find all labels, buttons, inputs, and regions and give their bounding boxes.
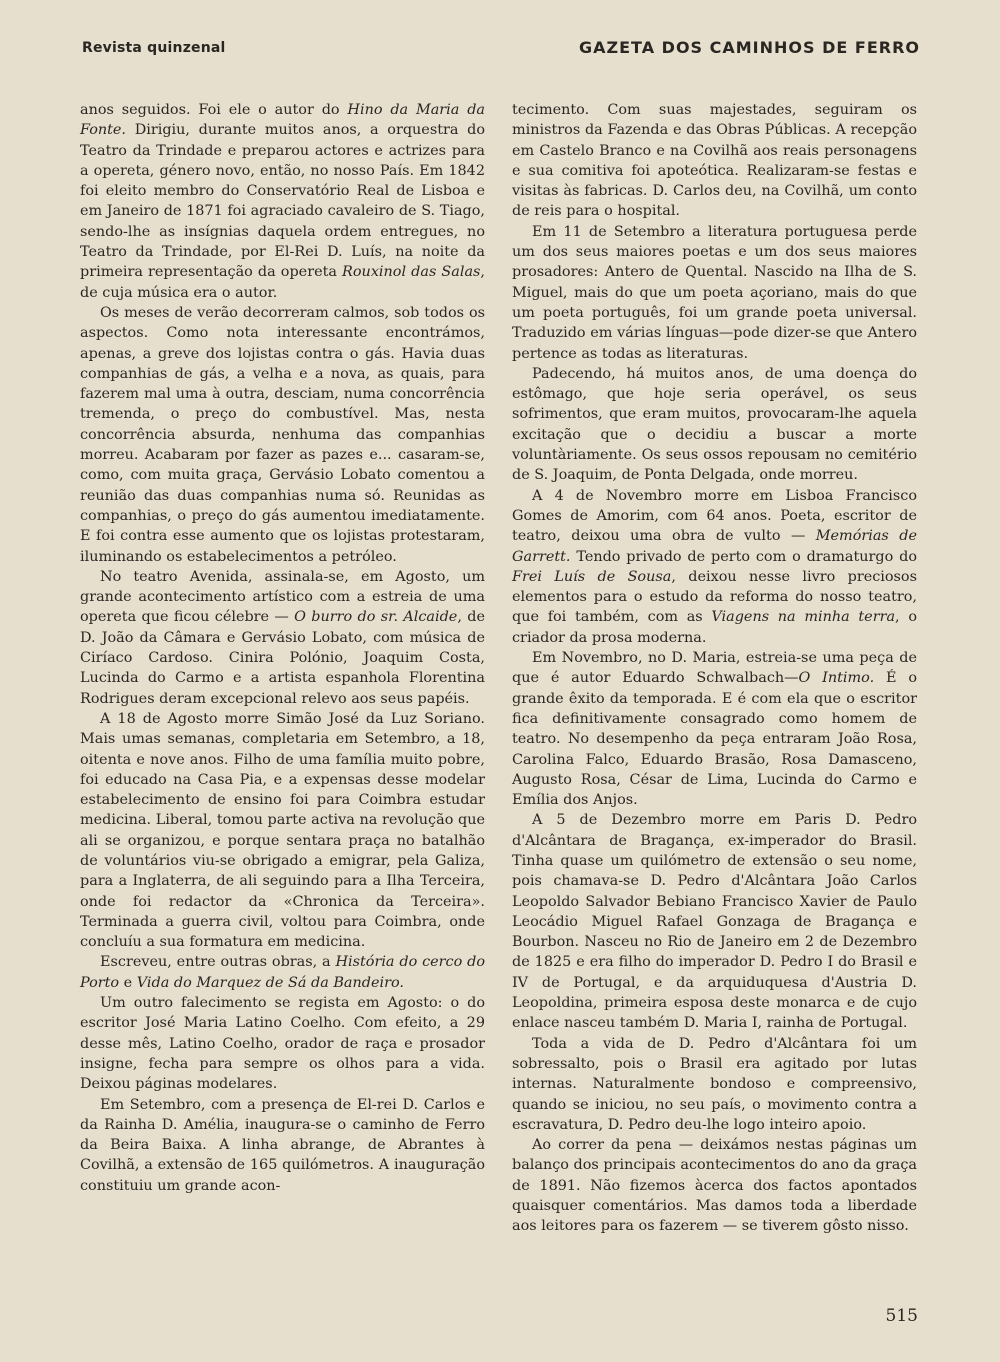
paragraph <box>80 100 485 303</box>
text-run: , o criador da prosa moderna. <box>512 609 917 646</box>
paragraph <box>80 567 485 709</box>
italic-title: Rouxinol das Salas <box>342 264 481 281</box>
running-header-right: GAZETA DOS CAMINHOS DE FERRO <box>578 38 920 57</box>
italic-title: O Intimo. <box>798 670 875 687</box>
left-column <box>80 100 485 1196</box>
italic-title: O burro do sr. Alcaide <box>294 609 458 626</box>
text-run: Em Setembro, com a presença de El-rei D. Carlos e da Rainha D. Amélia, inaugura-se o caminho de Ferro da Beira Baixa. A linha abrange, de Abrantes à Covilhã, a extensão de 165 quilómetros. A inauguração constituiu um grande acon- <box>80 1096 485 1194</box>
text-run: , deixou nesse livro preciosos elementos para o estudo da reforma do nosso teatro, que foi também, com as <box>512 568 917 626</box>
paragraph <box>80 303 485 567</box>
italic-title: Frei Luís de Sousa <box>512 568 672 585</box>
text-run: Escreveu, entre outras obras, a <box>100 954 336 971</box>
paragraph <box>80 709 485 953</box>
italic-title: Hino da Maria da Fonte. <box>80 102 485 139</box>
text-run: Os meses de verão decorreram calmos, sob todos os aspectos. Como nota interessante encontrámos, apenas, a greve dos lojistas contra o gás. Havia duas companhias de gás, a velha e a nova, as quais, para fazerem mal uma à outra, desciam, numa concorrência tremenda, o preço do combustível. Mas, nesta concorrência absurda, nenhuma das companhias morreu. Acabaram por fazer as pazes e... casaram-se, como, com muita graça, Gervásio Lobato comentou a reunião das duas companhias numa só. Reunidas as companhias, o preço do gás aumentou imediatamente. E foi contra esse aumento que os lojistas protestaram, iluminando os estabelecimentos a petróleo. <box>80 304 485 565</box>
text-run: anos seguidos. Foi ele o autor do <box>80 102 348 118</box>
text-run: e <box>119 974 137 991</box>
text-run: Ao correr da pena — deixámos nestas páginas um balanço dos principais acontecimentos do ano da graça de 1891. Não fizemos àcerca dos factos apontados quaisquer comentários. Mas damos toda a liberdade aos leitores para os fazerem — se tiverem gôsto nisso. <box>512 1137 917 1235</box>
text-run: É o grande êxito da temporada. E é com ela que o escritor fica definitivamente consagrado como homem de teatro. No desempenho da peça entraram João Rosa, Carolina Falco, Eduardo Brasão, Rosa Damasceno, Augusto Rosa, César de Lima, Lucinda do Carmo e Emília dos Anjos. <box>512 670 917 809</box>
text-run: Em Novembro, no D. Maria, estreia-se uma peça de que é autor Eduardo Schwalbach— <box>512 650 917 687</box>
page-number: 515 <box>885 1306 918 1326</box>
paragraph <box>512 1034 917 1135</box>
text-run: Tendo privado de perto com o dramaturgo do <box>570 548 917 565</box>
text-run: , de D. João da Câmara e Gervásio Lobato, com música de Ciríaco Cardoso. Cinira Polónio, Joaquim Costa, Lucinda do Carmo e a artista espanhola Florentina Rodrigues deram excepcional relevo aos seus papéis. <box>80 609 485 707</box>
text-run: tecimento. Com suas majestades, seguiram os ministros da Fazenda e das Obras Públicas. A recepção em Castelo Branco e na Covilhã aos reais personagens e sua comitiva foi apoteótica. Realizaram-se festas e visitas às fabricas. D. Carlos deu, na Covilhã, um conto de reis para o hospital. <box>512 102 917 220</box>
right-column <box>512 100 917 1237</box>
text-run: No teatro Avenida, assinala-se, em Agosto, um grande acontecimento artístico com a estreia de uma opereta que ficou célebre — <box>80 568 485 626</box>
paragraph <box>512 364 917 486</box>
text-run: Em 11 de Setembro a literatura portuguesa perde um dos seus maiores poetas e um dos seus maiores prosadores: Antero de Quental. Nascido na Ilha de S. Miguel, mais do que um poeta açoriano, mais do que um poeta português, foi um grande poeta universal. Traduzido em várias línguas—pode dizer-se que Antero pertence as todas as literaturas. <box>512 223 917 362</box>
paragraph <box>80 993 485 1094</box>
paragraph <box>80 952 485 993</box>
text-run: Dirigiu, durante muitos anos, a orquestra do Teatro da Trindade e preparou actores e actrizes para a opereta, género novo, então, no nosso País. Em 1842 foi eleito membro do Conservatório Real de Lisboa e em Janeiro de 1871 foi agraciado cavaleiro de S. Tiago, sendo-lhe as insígnias daquela ordem entregues, no Teatro da Trindade, por El-Rei D. Luís, na noite da primeira representação da opereta <box>80 122 485 281</box>
italic-title: Memórias de Garrett. <box>512 528 917 565</box>
text-run: , de cuja música era o autor. <box>80 264 485 301</box>
italic-title: Vida do Marquez de Sá da Bandeiro. <box>136 974 404 991</box>
text-run: A 5 de Dezembro morre em Paris D. Pedro d'Alcântara de Bragança, ex-imperador do Brasil. Tinha quase um quilómetro de extensão o seu nome, pois chamava-se D. Pedro d'Alcântara João Carlos Leopoldo Salvador Bebiano Francisco Xavier de Paulo Leocádio Miguel Rafael Gonzaga de Bragança e Bourbon. Nasceu no Rio de Janeiro em 2 de Dezembro de 1825 e era filho do imperador D. Pedro I do Brasil e IV de Portugal, e da arquiduquesa d'Austria D. Leopoldina, primeira esposa deste monarca e de cujo enlace nasceu também D. Maria I, rainha de Portugal. <box>512 812 917 1032</box>
paragraph <box>512 1135 917 1236</box>
paragraph <box>512 100 917 222</box>
paragraph <box>512 810 917 1033</box>
paragraph <box>512 222 917 364</box>
text-run: Um outro falecimento se regista em Agosto: o do escritor José Maria Latino Coelho. Com efeito, a 29 desse mês, Latino Coelho, orador de raça e prosador insigne, fecha para sempre os olhos para a vida. Deixou páginas modelares. <box>80 995 485 1093</box>
text-run: Toda a vida de D. Pedro d'Alcântara foi um sobressalto, pois o Brasil era agitado por lutas internas. Naturalmente bondoso e compreensivo, quando se iniciou, no seu país, o movimento contra a escravatura, D. Pedro deu-lhe logo inteiro apoio. <box>512 1035 917 1133</box>
italic-title: História do cerco do Porto <box>80 954 485 991</box>
text-run: Padecendo, há muitos anos, de uma doença do estômago, que hoje seria operável, os seus sofrimentos, que eram muitos, provocaram-lhe aquela excitação que o decidiu a buscar a morte voluntàriamente. Os seus ossos repousam no cemitério de S. Joaquim, de Ponta Delgada, onde morreu. <box>512 365 917 484</box>
paragraph <box>512 486 917 648</box>
text-run: A 18 de Agosto morre Simão José da Luz Soriano. Mais umas semanas, completaria em Setembro, a 18, oitenta e nove anos. Filho de uma família muito pobre, foi educado na Casa Pia, e a expensas desse modelar estabelecimento de ensino foi para Coimbra estudar medicina. Liberal, tomou parte activa na revolução que ali se organizou, e porque sentara praça no batalhão de voluntários viu-se obrigado a emigrar, pela Galiza, para a Inglaterra, de ali seguindo para a Ilha Terceira, onde foi redactor da «Chronica da Terceira». Terminada a guerra civil, voltou para Coimbra, onde concluíu a sua formatura em medicina. <box>80 710 485 951</box>
paragraph <box>80 1095 485 1196</box>
italic-title: Viagens na minha terra <box>711 609 896 626</box>
running-header-left: Revista quinzenal <box>82 40 226 56</box>
text-run: A 4 de Novembro morre em Lisboa Francisco Gomes de Amorim, com 64 anos. Poeta, escritor de teatro, deixou uma obra de vulto — <box>512 487 917 545</box>
paragraph <box>512 648 917 810</box>
